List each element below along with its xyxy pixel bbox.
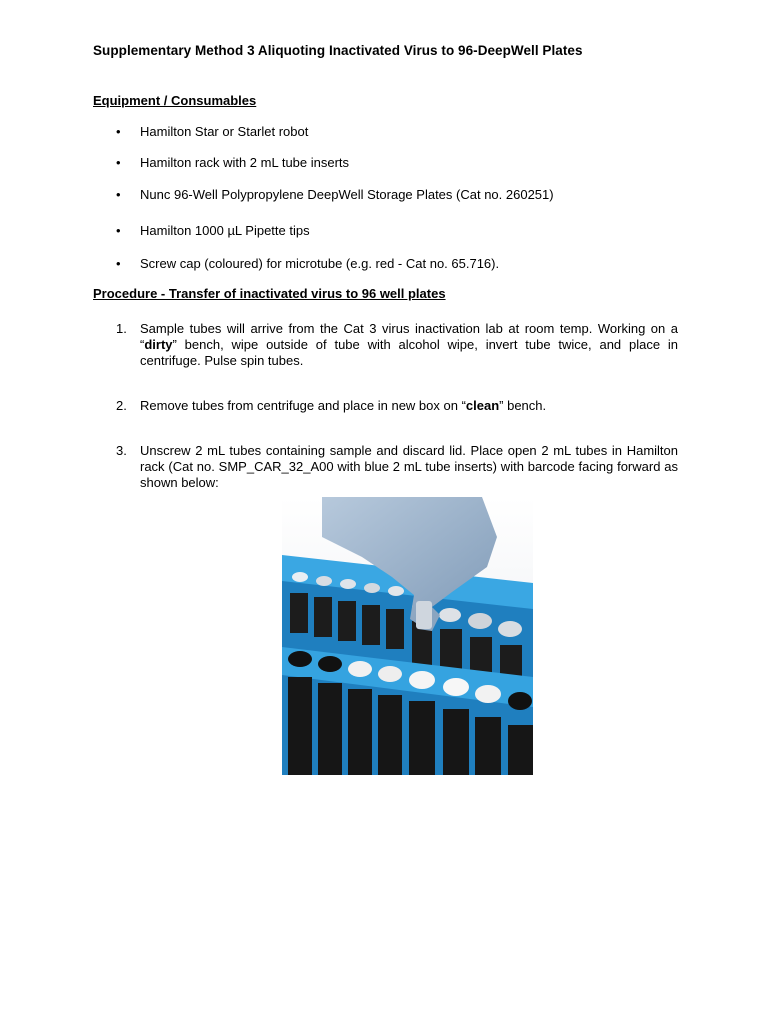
step-number: 3. [116,443,127,458]
document-title: Supplementary Method 3 Aliquoting Inactivated Virus to 96-DeepWell Plates [93,43,583,58]
bullet-icon: • [116,187,121,202]
bullet-icon: • [116,155,121,170]
bullet-icon: • [116,223,121,238]
equipment-item-text: Screw cap (coloured) for microtube (e.g. red - Cat no. 65.716). [140,256,500,271]
step-text-part: Remove tubes from centrifuge and place in new box on “ [140,398,466,413]
bullet-icon: • [116,256,121,271]
equipment-item-text: Hamilton Star or Starlet robot [140,124,309,139]
step-text-part: Sample tubes will arrive from the Cat 3 virus inactivation lab at room temp. Working on a “ [140,321,678,352]
step-text-part: ” bench, wipe outside of tube with alcohol wipe, invert tube twice, and place in centrifuge. Pulse spin tubes. [140,337,678,368]
bullet-icon: • [116,124,121,139]
step-text [140,321,678,369]
step-number: 2. [116,398,127,413]
step-text-part: Unscrew 2 mL tubes containing sample and discard lid. Place open 2 mL tubes in Hamilton rack (Cat no. SMP_CAR_32_A00 with blue 2 mL tube inserts) with barcode facing forward as shown below: [140,443,678,490]
equipment-item-text: Hamilton rack with 2 mL tube inserts [140,155,350,170]
equipment-item-text: Nunc 96-Well Polypropylene DeepWell Storage Plates (Cat no. 260251) [140,187,554,202]
step-text-part: ” bench. [499,398,547,413]
step-number: 1. [116,321,127,336]
step-text-bold: clean [465,398,500,413]
step-text [140,443,678,491]
step-text [140,398,678,414]
equipment-item-text: Hamilton 1000 µL Pipette tips [140,223,310,238]
equipment-heading: Equipment / Consumables [93,93,257,108]
step-text-bold: dirty [144,337,173,352]
hamilton-rack-photo [282,497,533,775]
procedure-heading: Procedure - Transfer of inactivated virus to 96 well plates [93,286,446,301]
tube-in-hand [416,601,432,629]
